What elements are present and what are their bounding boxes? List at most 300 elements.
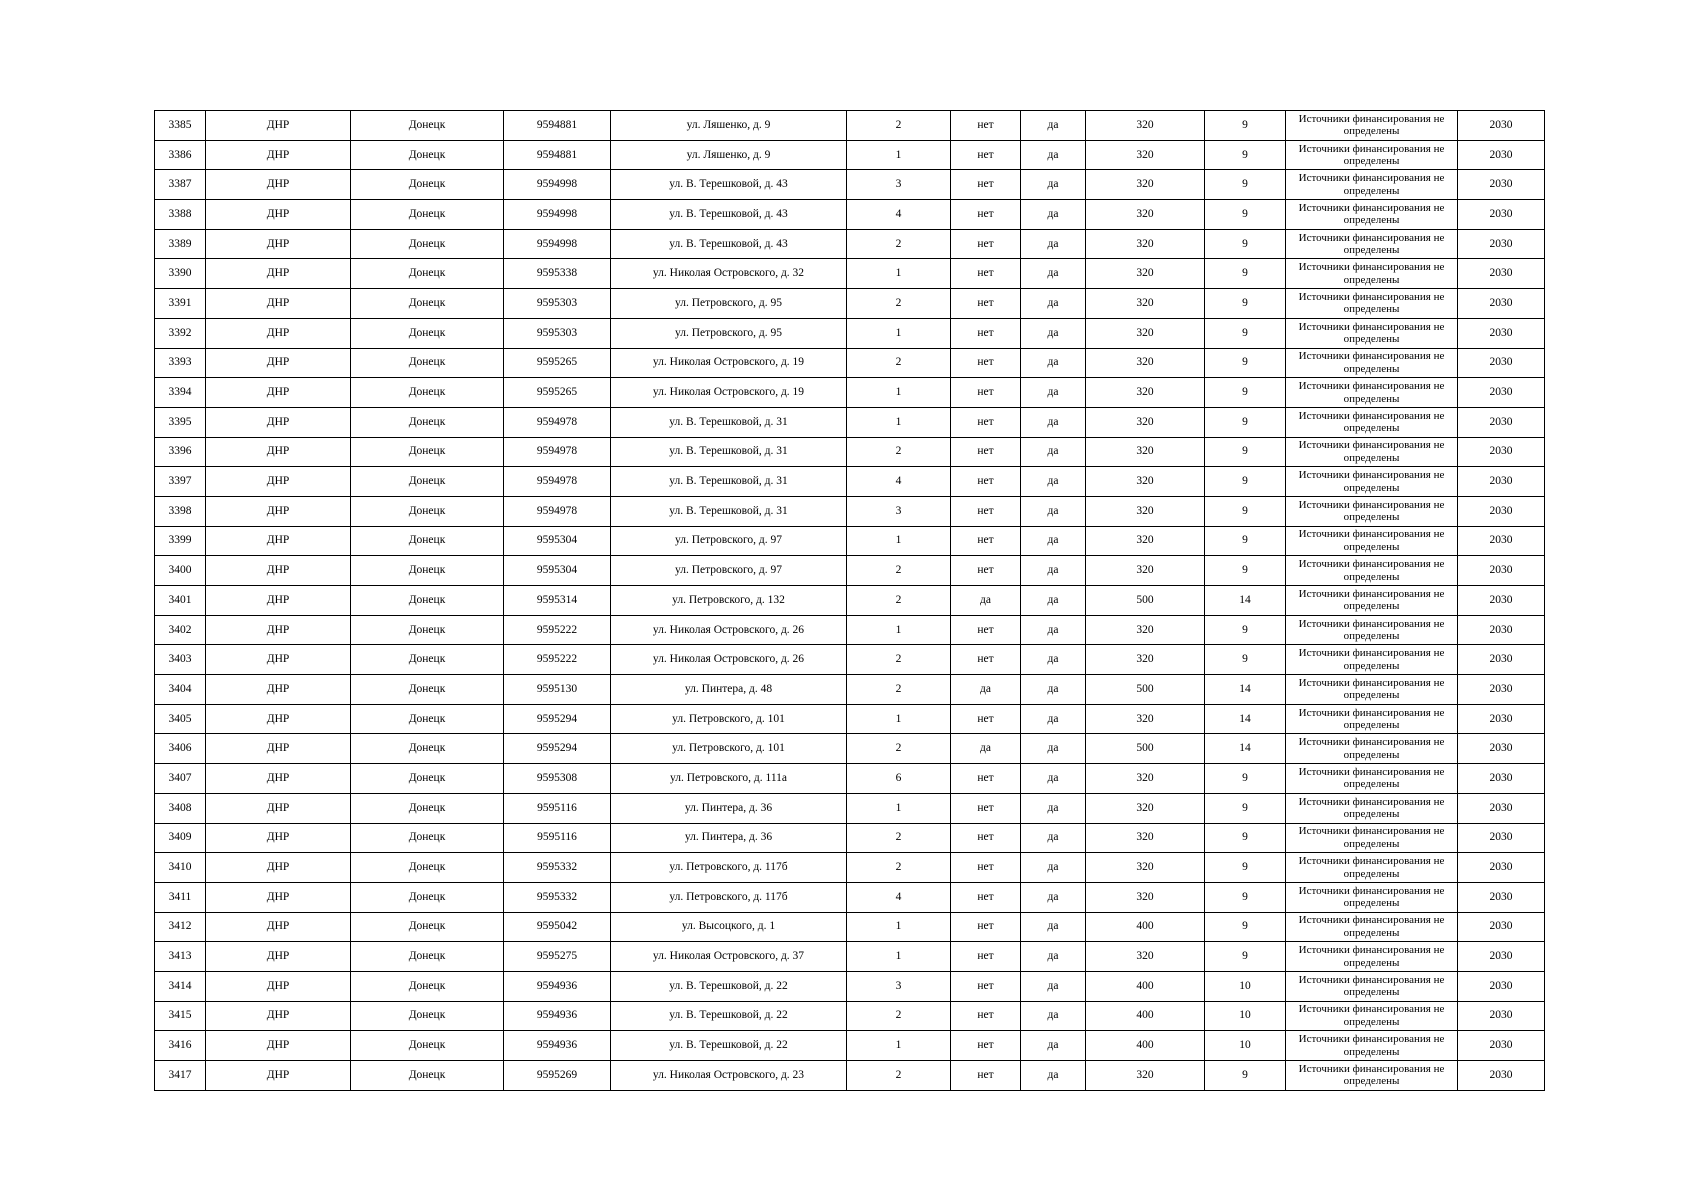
entrance-cell: 1 — [847, 259, 951, 289]
funding-source-cell: Источники финансирования не определены — [1286, 704, 1458, 734]
value-cell: 320 — [1086, 170, 1205, 200]
object-id-cell: 9595042 — [504, 912, 611, 942]
city-cell: Донецк — [351, 526, 504, 556]
city-cell: Донецк — [351, 289, 504, 319]
table-row — [155, 823, 1545, 853]
address-cell: ул. Пинтера, д. 36 — [611, 823, 847, 853]
object-id-cell: 9595275 — [504, 942, 611, 972]
table-row — [155, 615, 1545, 645]
row-number-cell: 3400 — [155, 556, 206, 586]
address-cell: ул. Петровского, д. 97 — [611, 526, 847, 556]
year-cell: 2030 — [1458, 1031, 1545, 1061]
city-cell: Донецк — [351, 764, 504, 794]
flag-cell-1: нет — [951, 1001, 1021, 1031]
flag-cell-2: да — [1021, 140, 1086, 170]
row-number-cell: 3386 — [155, 140, 206, 170]
flag-cell-1: да — [951, 734, 1021, 764]
row-number-cell: 3391 — [155, 289, 206, 319]
value-cell: 320 — [1086, 526, 1205, 556]
object-id-cell: 9595338 — [504, 259, 611, 289]
region-cell: ДНР — [206, 111, 351, 141]
quantity-cell: 9 — [1205, 526, 1286, 556]
address-cell: ул. Пинтера, д. 36 — [611, 793, 847, 823]
year-cell: 2030 — [1458, 378, 1545, 408]
flag-cell-2: да — [1021, 764, 1086, 794]
address-cell: ул. Николая Островского, д. 26 — [611, 615, 847, 645]
region-cell: ДНР — [206, 556, 351, 586]
row-number-cell: 3399 — [155, 526, 206, 556]
row-number-cell: 3397 — [155, 467, 206, 497]
flag-cell-2: да — [1021, 645, 1086, 675]
flag-cell-1: нет — [951, 467, 1021, 497]
quantity-cell: 9 — [1205, 378, 1286, 408]
region-cell: ДНР — [206, 140, 351, 170]
table-row — [155, 170, 1545, 200]
flag-cell-2: да — [1021, 259, 1086, 289]
funding-source-cell: Источники финансирования не определены — [1286, 942, 1458, 972]
address-cell: ул. В. Терешковой, д. 22 — [611, 1031, 847, 1061]
object-id-cell: 9595265 — [504, 378, 611, 408]
value-cell: 320 — [1086, 942, 1205, 972]
funding-source-cell: Источники финансирования не определены — [1286, 912, 1458, 942]
entrance-cell: 4 — [847, 467, 951, 497]
value-cell: 320 — [1086, 645, 1205, 675]
entrance-cell: 1 — [847, 704, 951, 734]
funding-source-cell: Источники финансирования не определены — [1286, 259, 1458, 289]
table-row — [155, 942, 1545, 972]
address-cell: ул. В. Терешковой, д. 31 — [611, 496, 847, 526]
flag-cell-1: нет — [951, 793, 1021, 823]
address-cell: ул. В. Терешковой, д. 22 — [611, 1001, 847, 1031]
city-cell: Донецк — [351, 1061, 504, 1091]
flag-cell-1: нет — [951, 645, 1021, 675]
entrance-cell: 2 — [847, 289, 951, 319]
value-cell: 320 — [1086, 823, 1205, 853]
value-cell: 320 — [1086, 111, 1205, 141]
year-cell: 2030 — [1458, 615, 1545, 645]
flag-cell-2: да — [1021, 1001, 1086, 1031]
row-number-cell: 3409 — [155, 823, 206, 853]
flag-cell-1: нет — [951, 259, 1021, 289]
entrance-cell: 2 — [847, 853, 951, 883]
entrance-cell: 1 — [847, 793, 951, 823]
object-id-cell: 9594998 — [504, 170, 611, 200]
year-cell: 2030 — [1458, 882, 1545, 912]
quantity-cell: 9 — [1205, 407, 1286, 437]
flag-cell-2: да — [1021, 793, 1086, 823]
flag-cell-2: да — [1021, 229, 1086, 259]
entrance-cell: 3 — [847, 971, 951, 1001]
flag-cell-1: нет — [951, 526, 1021, 556]
entrance-cell: 1 — [847, 378, 951, 408]
table-row — [155, 793, 1545, 823]
region-cell: ДНР — [206, 971, 351, 1001]
flag-cell-2: да — [1021, 586, 1086, 616]
value-cell: 320 — [1086, 764, 1205, 794]
entrance-cell: 2 — [847, 823, 951, 853]
flag-cell-1: нет — [951, 200, 1021, 230]
flag-cell-2: да — [1021, 170, 1086, 200]
region-cell: ДНР — [206, 318, 351, 348]
address-cell: ул. Петровского, д. 132 — [611, 586, 847, 616]
funding-source-cell: Источники финансирования не определены — [1286, 348, 1458, 378]
row-number-cell: 3407 — [155, 764, 206, 794]
entrance-cell: 1 — [847, 140, 951, 170]
city-cell: Донецк — [351, 942, 504, 972]
funding-source-cell: Источники финансирования не определены — [1286, 467, 1458, 497]
flag-cell-1: нет — [951, 289, 1021, 319]
object-id-cell: 9595130 — [504, 675, 611, 705]
value-cell: 320 — [1086, 229, 1205, 259]
flag-cell-1: нет — [951, 1031, 1021, 1061]
object-id-cell: 9594978 — [504, 496, 611, 526]
flag-cell-2: да — [1021, 348, 1086, 378]
region-cell: ДНР — [206, 496, 351, 526]
flag-cell-1: нет — [951, 170, 1021, 200]
funding-source-cell: Источники финансирования не определены — [1286, 853, 1458, 883]
year-cell: 2030 — [1458, 971, 1545, 1001]
object-id-cell: 9595304 — [504, 526, 611, 556]
table-row — [155, 912, 1545, 942]
region-cell: ДНР — [206, 407, 351, 437]
flag-cell-1: нет — [951, 1061, 1021, 1091]
value-cell: 500 — [1086, 586, 1205, 616]
funding-source-cell: Источники финансирования не определены — [1286, 734, 1458, 764]
funding-source-cell: Источники финансирования не определены — [1286, 1061, 1458, 1091]
year-cell: 2030 — [1458, 170, 1545, 200]
address-cell: ул. Николая Островского, д. 37 — [611, 942, 847, 972]
value-cell: 400 — [1086, 1001, 1205, 1031]
object-id-cell: 9594881 — [504, 140, 611, 170]
entrance-cell: 1 — [847, 1031, 951, 1061]
value-cell: 320 — [1086, 704, 1205, 734]
city-cell: Донецк — [351, 734, 504, 764]
flag-cell-1: нет — [951, 942, 1021, 972]
region-cell: ДНР — [206, 170, 351, 200]
flag-cell-1: нет — [951, 348, 1021, 378]
year-cell: 2030 — [1458, 734, 1545, 764]
funding-source-cell: Источники финансирования не определены — [1286, 1001, 1458, 1031]
funding-source-cell: Источники финансирования не определены — [1286, 437, 1458, 467]
value-cell: 320 — [1086, 378, 1205, 408]
city-cell: Донецк — [351, 467, 504, 497]
year-cell: 2030 — [1458, 556, 1545, 586]
table-row — [155, 704, 1545, 734]
flag-cell-2: да — [1021, 526, 1086, 556]
table-row — [155, 1061, 1545, 1091]
object-id-cell: 9595332 — [504, 882, 611, 912]
year-cell: 2030 — [1458, 793, 1545, 823]
city-cell: Донецк — [351, 318, 504, 348]
year-cell: 2030 — [1458, 1001, 1545, 1031]
region-cell: ДНР — [206, 200, 351, 230]
city-cell: Донецк — [351, 882, 504, 912]
row-number-cell: 3403 — [155, 645, 206, 675]
entrance-cell: 4 — [847, 200, 951, 230]
flag-cell-2: да — [1021, 378, 1086, 408]
flag-cell-2: да — [1021, 823, 1086, 853]
region-cell: ДНР — [206, 793, 351, 823]
city-cell: Донецк — [351, 1001, 504, 1031]
city-cell: Донецк — [351, 170, 504, 200]
region-cell: ДНР — [206, 912, 351, 942]
flag-cell-1: нет — [951, 111, 1021, 141]
object-id-cell: 9595294 — [504, 734, 611, 764]
entrance-cell: 2 — [847, 111, 951, 141]
flag-cell-1: нет — [951, 496, 1021, 526]
funding-source-cell: Источники финансирования не определены — [1286, 140, 1458, 170]
value-cell: 320 — [1086, 496, 1205, 526]
address-cell: ул. В. Терешковой, д. 43 — [611, 200, 847, 230]
flag-cell-1: нет — [951, 615, 1021, 645]
address-cell: ул. Высоцкого, д. 1 — [611, 912, 847, 942]
address-cell: ул. Николая Островского, д. 26 — [611, 645, 847, 675]
row-number-cell: 3415 — [155, 1001, 206, 1031]
year-cell: 2030 — [1458, 1061, 1545, 1091]
flag-cell-1: нет — [951, 140, 1021, 170]
table-row — [155, 407, 1545, 437]
address-cell: ул. Петровского, д. 117б — [611, 853, 847, 883]
year-cell: 2030 — [1458, 675, 1545, 705]
entrance-cell: 2 — [847, 734, 951, 764]
region-cell: ДНР — [206, 1001, 351, 1031]
city-cell: Донецк — [351, 437, 504, 467]
year-cell: 2030 — [1458, 704, 1545, 734]
year-cell: 2030 — [1458, 229, 1545, 259]
year-cell: 2030 — [1458, 645, 1545, 675]
value-cell: 320 — [1086, 437, 1205, 467]
row-number-cell: 3388 — [155, 200, 206, 230]
quantity-cell: 9 — [1205, 170, 1286, 200]
region-cell: ДНР — [206, 259, 351, 289]
table-row — [155, 645, 1545, 675]
city-cell: Донецк — [351, 971, 504, 1001]
object-id-cell: 9594998 — [504, 200, 611, 230]
entrance-cell: 1 — [847, 942, 951, 972]
object-id-cell: 9595332 — [504, 853, 611, 883]
funding-source-cell: Источники финансирования не определены — [1286, 971, 1458, 1001]
flag-cell-2: да — [1021, 318, 1086, 348]
row-number-cell: 3387 — [155, 170, 206, 200]
flag-cell-2: да — [1021, 912, 1086, 942]
row-number-cell: 3393 — [155, 348, 206, 378]
object-id-cell: 9595303 — [504, 318, 611, 348]
flag-cell-1: нет — [951, 912, 1021, 942]
flag-cell-2: да — [1021, 1031, 1086, 1061]
city-cell: Донецк — [351, 140, 504, 170]
funding-source-cell: Источники финансирования не определены — [1286, 1031, 1458, 1061]
entrance-cell: 4 — [847, 882, 951, 912]
funding-source-cell: Источники финансирования не определены — [1286, 229, 1458, 259]
region-cell: ДНР — [206, 645, 351, 675]
table-row — [155, 496, 1545, 526]
flag-cell-2: да — [1021, 675, 1086, 705]
row-number-cell: 3389 — [155, 229, 206, 259]
address-cell: ул. В. Терешковой, д. 43 — [611, 170, 847, 200]
entrance-cell: 2 — [847, 675, 951, 705]
table-row — [155, 348, 1545, 378]
funding-source-cell: Источники финансирования не определены — [1286, 496, 1458, 526]
address-cell: ул. Петровского, д. 97 — [611, 556, 847, 586]
row-number-cell: 3414 — [155, 971, 206, 1001]
city-cell: Донецк — [351, 407, 504, 437]
flag-cell-2: да — [1021, 971, 1086, 1001]
region-cell: ДНР — [206, 764, 351, 794]
funding-source-cell: Источники финансирования не определены — [1286, 378, 1458, 408]
flag-cell-2: да — [1021, 734, 1086, 764]
funding-source-cell: Источники финансирования не определены — [1286, 823, 1458, 853]
funding-source-cell: Источники финансирования не определены — [1286, 556, 1458, 586]
year-cell: 2030 — [1458, 318, 1545, 348]
city-cell: Донецк — [351, 378, 504, 408]
row-number-cell: 3395 — [155, 407, 206, 437]
object-id-cell: 9594998 — [504, 229, 611, 259]
flag-cell-1: нет — [951, 556, 1021, 586]
region-cell: ДНР — [206, 882, 351, 912]
table-row — [155, 229, 1545, 259]
address-cell: ул. Петровского, д. 95 — [611, 289, 847, 319]
entrance-cell: 2 — [847, 556, 951, 586]
address-cell: ул. Петровского, д. 117б — [611, 882, 847, 912]
data-table — [154, 110, 1545, 1091]
address-cell: ул. В. Терешковой, д. 43 — [611, 229, 847, 259]
object-id-cell: 9594978 — [504, 437, 611, 467]
entrance-cell: 2 — [847, 645, 951, 675]
value-cell: 320 — [1086, 140, 1205, 170]
quantity-cell: 9 — [1205, 348, 1286, 378]
value-cell: 400 — [1086, 1031, 1205, 1061]
table-row — [155, 318, 1545, 348]
flag-cell-2: да — [1021, 1061, 1086, 1091]
quantity-cell: 9 — [1205, 764, 1286, 794]
object-id-cell: 9594978 — [504, 407, 611, 437]
city-cell: Донецк — [351, 229, 504, 259]
flag-cell-1: нет — [951, 378, 1021, 408]
city-cell: Донецк — [351, 348, 504, 378]
value-cell: 320 — [1086, 556, 1205, 586]
row-number-cell: 3405 — [155, 704, 206, 734]
region-cell: ДНР — [206, 853, 351, 883]
row-number-cell: 3413 — [155, 942, 206, 972]
table-row — [155, 289, 1545, 319]
year-cell: 2030 — [1458, 437, 1545, 467]
city-cell: Донецк — [351, 1031, 504, 1061]
address-cell: ул. Петровского, д. 101 — [611, 704, 847, 734]
entrance-cell: 1 — [847, 615, 951, 645]
address-cell: ул. Ляшенко, д. 9 — [611, 140, 847, 170]
value-cell: 320 — [1086, 467, 1205, 497]
flag-cell-2: да — [1021, 111, 1086, 141]
flag-cell-2: да — [1021, 437, 1086, 467]
quantity-cell: 10 — [1205, 1001, 1286, 1031]
table-row — [155, 556, 1545, 586]
quantity-cell: 9 — [1205, 615, 1286, 645]
funding-source-cell: Источники финансирования не определены — [1286, 289, 1458, 319]
year-cell: 2030 — [1458, 289, 1545, 319]
quantity-cell: 14 — [1205, 734, 1286, 764]
object-id-cell: 9595308 — [504, 764, 611, 794]
table-body — [155, 111, 1545, 1091]
flag-cell-2: да — [1021, 200, 1086, 230]
value-cell: 500 — [1086, 675, 1205, 705]
region-cell: ДНР — [206, 1031, 351, 1061]
entrance-cell: 1 — [847, 526, 951, 556]
row-number-cell: 3411 — [155, 882, 206, 912]
region-cell: ДНР — [206, 704, 351, 734]
value-cell: 500 — [1086, 734, 1205, 764]
funding-source-cell: Источники финансирования не определены — [1286, 675, 1458, 705]
flag-cell-1: нет — [951, 407, 1021, 437]
funding-source-cell: Источники финансирования не определены — [1286, 764, 1458, 794]
value-cell: 320 — [1086, 348, 1205, 378]
year-cell: 2030 — [1458, 823, 1545, 853]
row-number-cell: 3404 — [155, 675, 206, 705]
value-cell: 320 — [1086, 407, 1205, 437]
value-cell: 320 — [1086, 882, 1205, 912]
quantity-cell: 9 — [1205, 140, 1286, 170]
city-cell: Донецк — [351, 111, 504, 141]
flag-cell-1: нет — [951, 437, 1021, 467]
value-cell: 400 — [1086, 912, 1205, 942]
funding-source-cell: Источники финансирования не определены — [1286, 615, 1458, 645]
flag-cell-2: да — [1021, 882, 1086, 912]
entrance-cell: 2 — [847, 1001, 951, 1031]
funding-source-cell: Источники финансирования не определены — [1286, 645, 1458, 675]
table-row — [155, 378, 1545, 408]
value-cell: 320 — [1086, 259, 1205, 289]
table-row — [155, 259, 1545, 289]
object-id-cell: 9594936 — [504, 1001, 611, 1031]
address-cell: ул. В. Терешковой, д. 31 — [611, 407, 847, 437]
address-cell: ул. Петровского, д. 111а — [611, 764, 847, 794]
row-number-cell: 3394 — [155, 378, 206, 408]
quantity-cell: 9 — [1205, 942, 1286, 972]
value-cell: 320 — [1086, 615, 1205, 645]
quantity-cell: 9 — [1205, 289, 1286, 319]
entrance-cell: 2 — [847, 586, 951, 616]
flag-cell-1: нет — [951, 318, 1021, 348]
value-cell: 320 — [1086, 793, 1205, 823]
flag-cell-1: нет — [951, 853, 1021, 883]
funding-source-cell: Источники финансирования не определены — [1286, 407, 1458, 437]
value-cell: 320 — [1086, 289, 1205, 319]
year-cell: 2030 — [1458, 853, 1545, 883]
city-cell: Донецк — [351, 586, 504, 616]
table-row — [155, 200, 1545, 230]
funding-source-cell: Источники финансирования не определены — [1286, 526, 1458, 556]
region-cell: ДНР — [206, 229, 351, 259]
city-cell: Донецк — [351, 200, 504, 230]
object-id-cell: 9594978 — [504, 467, 611, 497]
address-cell: ул. Николая Островского, д. 32 — [611, 259, 847, 289]
year-cell: 2030 — [1458, 467, 1545, 497]
flag-cell-1: нет — [951, 764, 1021, 794]
quantity-cell: 9 — [1205, 496, 1286, 526]
quantity-cell: 9 — [1205, 882, 1286, 912]
region-cell: ДНР — [206, 615, 351, 645]
entrance-cell: 2 — [847, 1061, 951, 1091]
year-cell: 2030 — [1458, 259, 1545, 289]
year-cell: 2030 — [1458, 200, 1545, 230]
row-number-cell: 3392 — [155, 318, 206, 348]
flag-cell-2: да — [1021, 556, 1086, 586]
quantity-cell: 9 — [1205, 200, 1286, 230]
quantity-cell: 9 — [1205, 912, 1286, 942]
entrance-cell: 3 — [847, 170, 951, 200]
quantity-cell: 14 — [1205, 675, 1286, 705]
funding-source-cell: Источники финансирования не определены — [1286, 318, 1458, 348]
quantity-cell: 9 — [1205, 229, 1286, 259]
